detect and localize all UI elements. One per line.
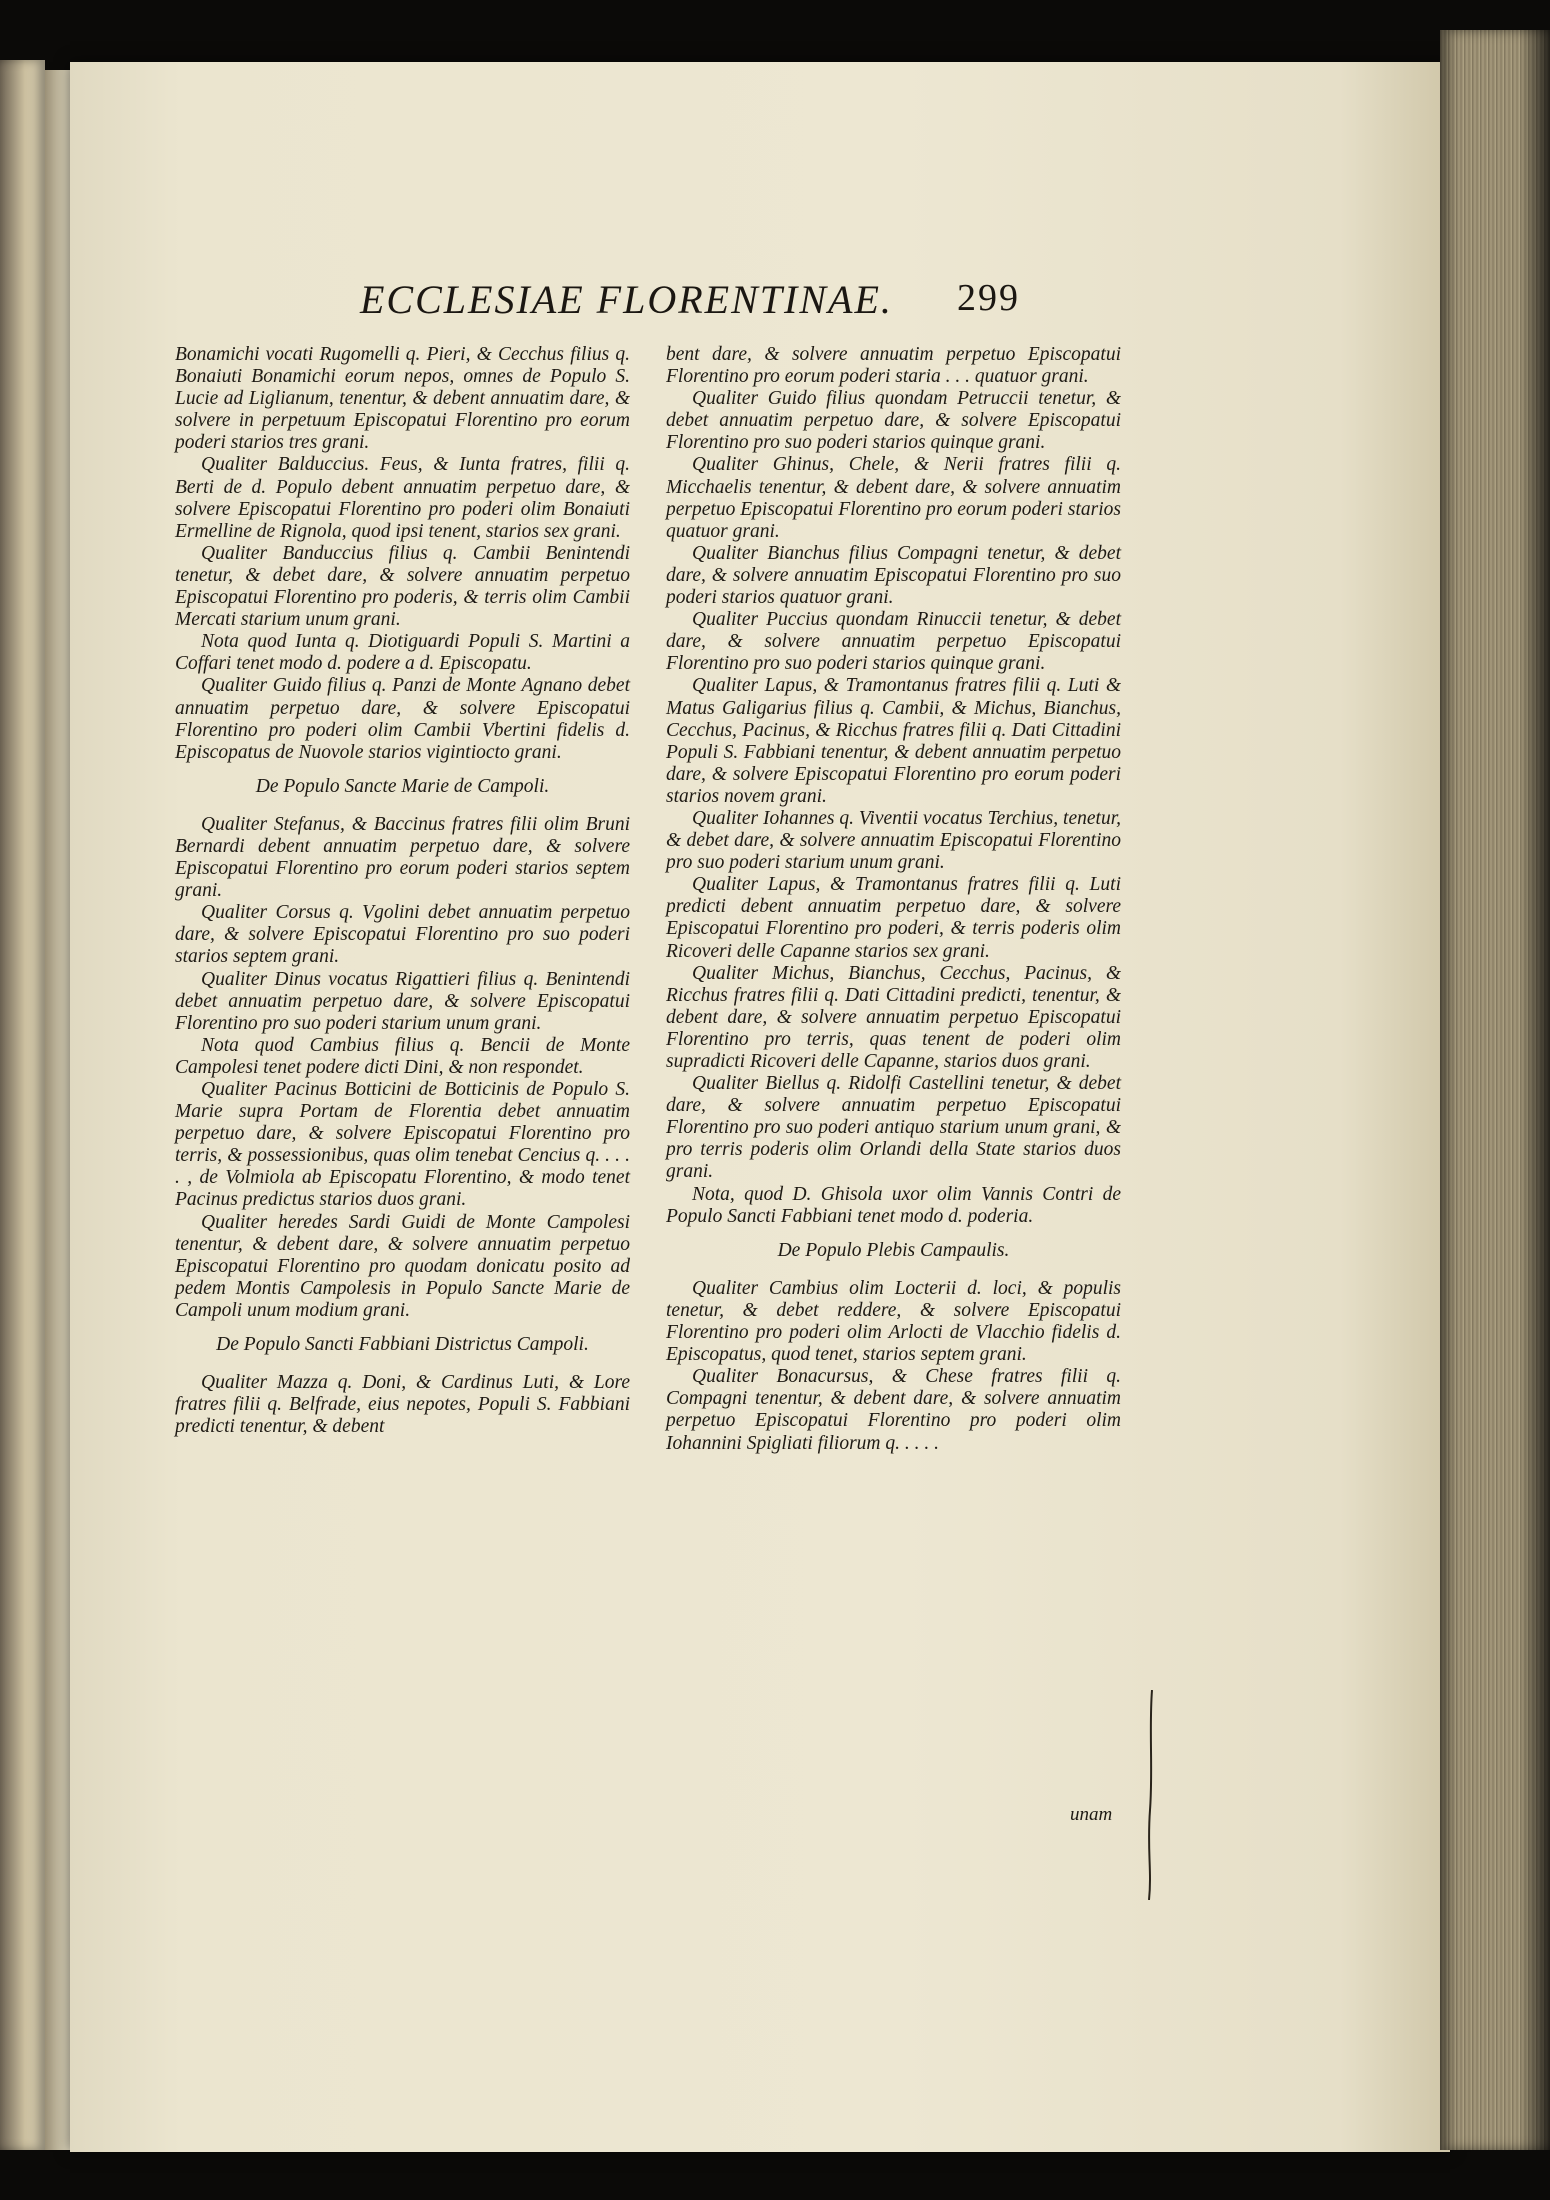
- section-heading: De Populo Sancti Fabbiani Districtus Campoli.: [216, 1334, 589, 1356]
- paragraph: Qualiter Lapus, & Tramontanus fratres filii q. Luti predicti debent annuatim perpetuo dare, & solvere Episcopatui Florentino pro poderi, & terris poderis olim Ricoveri delle Capanne starios sex grani.: [666, 874, 1121, 962]
- paragraph: Qualiter Lapus, & Tramontanus fratres filii q. Luti & Matus Galigarius filius q. Cambii, & Michus, Bianchus, Cecchus, Pacinus, & Ricchus fratres filii q. Dati Cittadini Populi S. Fabbiani tenentur, & debent annuatim perpetuo dare, & solvere Episcopatui Florentino pro eorum poderi starios novem grani.: [666, 675, 1121, 807]
- paragraph: Qualiter Michus, Bianchus, Cecchus, Pacinus, & Ricchus fratres filii q. Dati Cittadini predicti, tenentur, & debent dare, & solvere annuatim perpetuo Episcopatui Florentino pro terris, quas tenent de poderi olim supradicti Ricoveri delle Capanne, starios duos grani.: [666, 962, 1121, 1072]
- running-head: [360, 276, 1020, 336]
- catchword: unam: [1070, 1804, 1113, 1825]
- paragraph: Nota quod Cambius filius q. Bencii de Monte Campolesi tenet podere dicti Dini, & non respondet.: [175, 1034, 630, 1078]
- page-block-edges: [1440, 30, 1550, 2150]
- right-text-column: [666, 344, 1121, 1455]
- facing-page-edge: [0, 60, 45, 2150]
- paragraph: bent dare, & solvere annuatim perpetuo Episcopatui Florentino pro eorum poderi staria . . . quatuor grani.: [666, 344, 1121, 388]
- paragraph: Qualiter heredes Sardi Guidi de Monte Campolesi tenentur, & debent dare, & solvere annuatim perpetuo Episcopatui Florentino pro quodam donicatu posito ad pedem Montis Campolesis in Populo Sancte Marie de Campoli unum modium grani.: [175, 1211, 630, 1321]
- paragraph: Qualiter Bonacursus, & Chese fratres filii q. Compagni tenentur, & debent dare, & solvere annuatim perpetuo Episcopatui Florentino pro poderi olim Iohannini Spigliati filiorum q. . . . .: [666, 1366, 1121, 1454]
- page-number: 299: [957, 277, 1020, 319]
- section-heading: De Populo Plebis Campaulis.: [777, 1239, 1010, 1261]
- book-gutter: [45, 70, 73, 2150]
- paragraph: Qualiter Guido filius q. Panzi de Monte Agnano debet annuatim perpetuo dare, & solvere Episcopatui Florentino pro poderi olim Cambii Vbertini fidelis d. Episcopatus de Nuovole starios vigintiocto grani.: [175, 675, 630, 763]
- paragraph: Qualiter Biellus q. Ridolfi Castellini tenetur, & debet dare, & solvere annuatim perpetuo Episcopatui Florentino pro suo poderi antiquo starium unum grani, & pro terris poderis olim Orlandi della State starios duos grani.: [666, 1073, 1121, 1183]
- paragraph: Qualiter Dinus vocatus Rigattieri filius q. Benintendi debet annuatim perpetuo dare, & solvere Episcopatui Florentino pro suo poderi starium unum grani.: [175, 968, 630, 1034]
- paragraph: Qualiter Banduccius filius q. Cambii Benintendi tenetur, & debet dare, & solvere annuatim perpetuo Episcopatui Florentino pro poderis, & terris olim Cambii Mercati starium unum grani.: [175, 542, 630, 631]
- paragraph: Qualiter Balduccius. Feus, & Iunta fratres, filii q. Berti de d. Populo debent annuatim perpetuo dare, & solvere Episcopatui Florentino pro poderi olim Bonaiuti Ermelline de Rignola, quod ipsi tenent, starios sex grani.: [175, 454, 630, 542]
- running-title: ECCLESIAE FLORENTINAE.: [360, 277, 893, 322]
- margin-pen-mark: [1146, 1690, 1156, 1900]
- paragraph: Qualiter Mazza q. Doni, & Cardinus Luti, & Lore fratres filii q. Belfrade, eius nepotes, Populi S. Fabbiani predicti tenentur, & debent: [175, 1372, 630, 1438]
- paragraph: Nota, quod D. Ghisola uxor olim Vannis Contri de Populo Sancti Fabbiani tenet modo d. poderia.: [666, 1183, 1121, 1227]
- paragraph: Qualiter Iohannes q. Viventii vocatus Terchius, tenetur, & debet dare, & solvere annuatim Episcopatui Florentino pro suo poderi starium unum grani.: [666, 807, 1121, 874]
- paragraph: Qualiter Guido filius quondam Petruccii tenetur, & debet annuatim perpetuo dare, & solvere Episcopatui Florentino pro suo poderi starios quinque grani.: [666, 388, 1121, 454]
- paragraph: Qualiter Bianchus filius Compagni tenetur, & debet dare, & solvere annuatim Episcopatui Florentino pro suo poderi starios quatuor grani.: [666, 542, 1121, 609]
- paragraph: Bonamichi vocati Rugomelli q. Pieri, & Cecchus filius q. Bonaiuti Bonamichi eorum nepos, omnes de Populo S. Lucie ad Liglianum, tenentur, & debent annuatim dare, & solvere in perpetuum Episcopatui Florentino pro eorum poderi starios tres grani.: [175, 344, 630, 454]
- left-text-column: [175, 344, 630, 1438]
- paragraph: Qualiter Puccius quondam Rinuccii tenetur, & debet dare, & solvere annuatim perpetuo Episcopatui Florentino pro suo poderi starios quinque grani.: [666, 609, 1121, 675]
- section-heading: De Populo Sancte Marie de Campoli.: [255, 775, 550, 797]
- paragraph: Nota quod Iunta q. Diotiguardi Populi S. Martini a Coffari tenet modo d. podere a d. Episcopatu.: [175, 631, 630, 675]
- paragraph: Qualiter Cambius olim Locterii d. loci, & populis tenetur, & debet reddere, & solvere Episcopatui Florentino pro poderi olim Arlocti de Vlacchio fidelis d. Episcopatus, quod tenet, starios septem grani.: [666, 1277, 1121, 1366]
- paragraph: Qualiter Stefanus, & Baccinus fratres filii olim Bruni Bernardi debent annuatim perpetuo dare, & solvere Episcopatui Florentino pro eorum poderi starios septem grani.: [175, 813, 630, 902]
- paragraph: Qualiter Ghinus, Chele, & Nerii fratres filii q. Micchaelis tenentur, & debent dare, & solvere annuatim perpetuo Episcopatui Florentino pro eorum poderi starios quatuor grani.: [666, 454, 1121, 542]
- paragraph: Qualiter Corsus q. Vgolini debet annuatim perpetuo dare, & solvere Episcopatui Florentino pro suo poderi starios septem grani.: [175, 902, 630, 968]
- paragraph: Qualiter Pacinus Botticini de Botticinis de Populo S. Marie supra Portam de Florentia debet annuatim perpetuo dare, & solvere Episcopatui Florentino pro terris, & possessionibus, quas olim tenebat Cencius q. . . . . , de Volmiola ab Episcopatu Florentino, & modo tenet Pacinus predictus starios duos grani.: [175, 1079, 630, 1211]
